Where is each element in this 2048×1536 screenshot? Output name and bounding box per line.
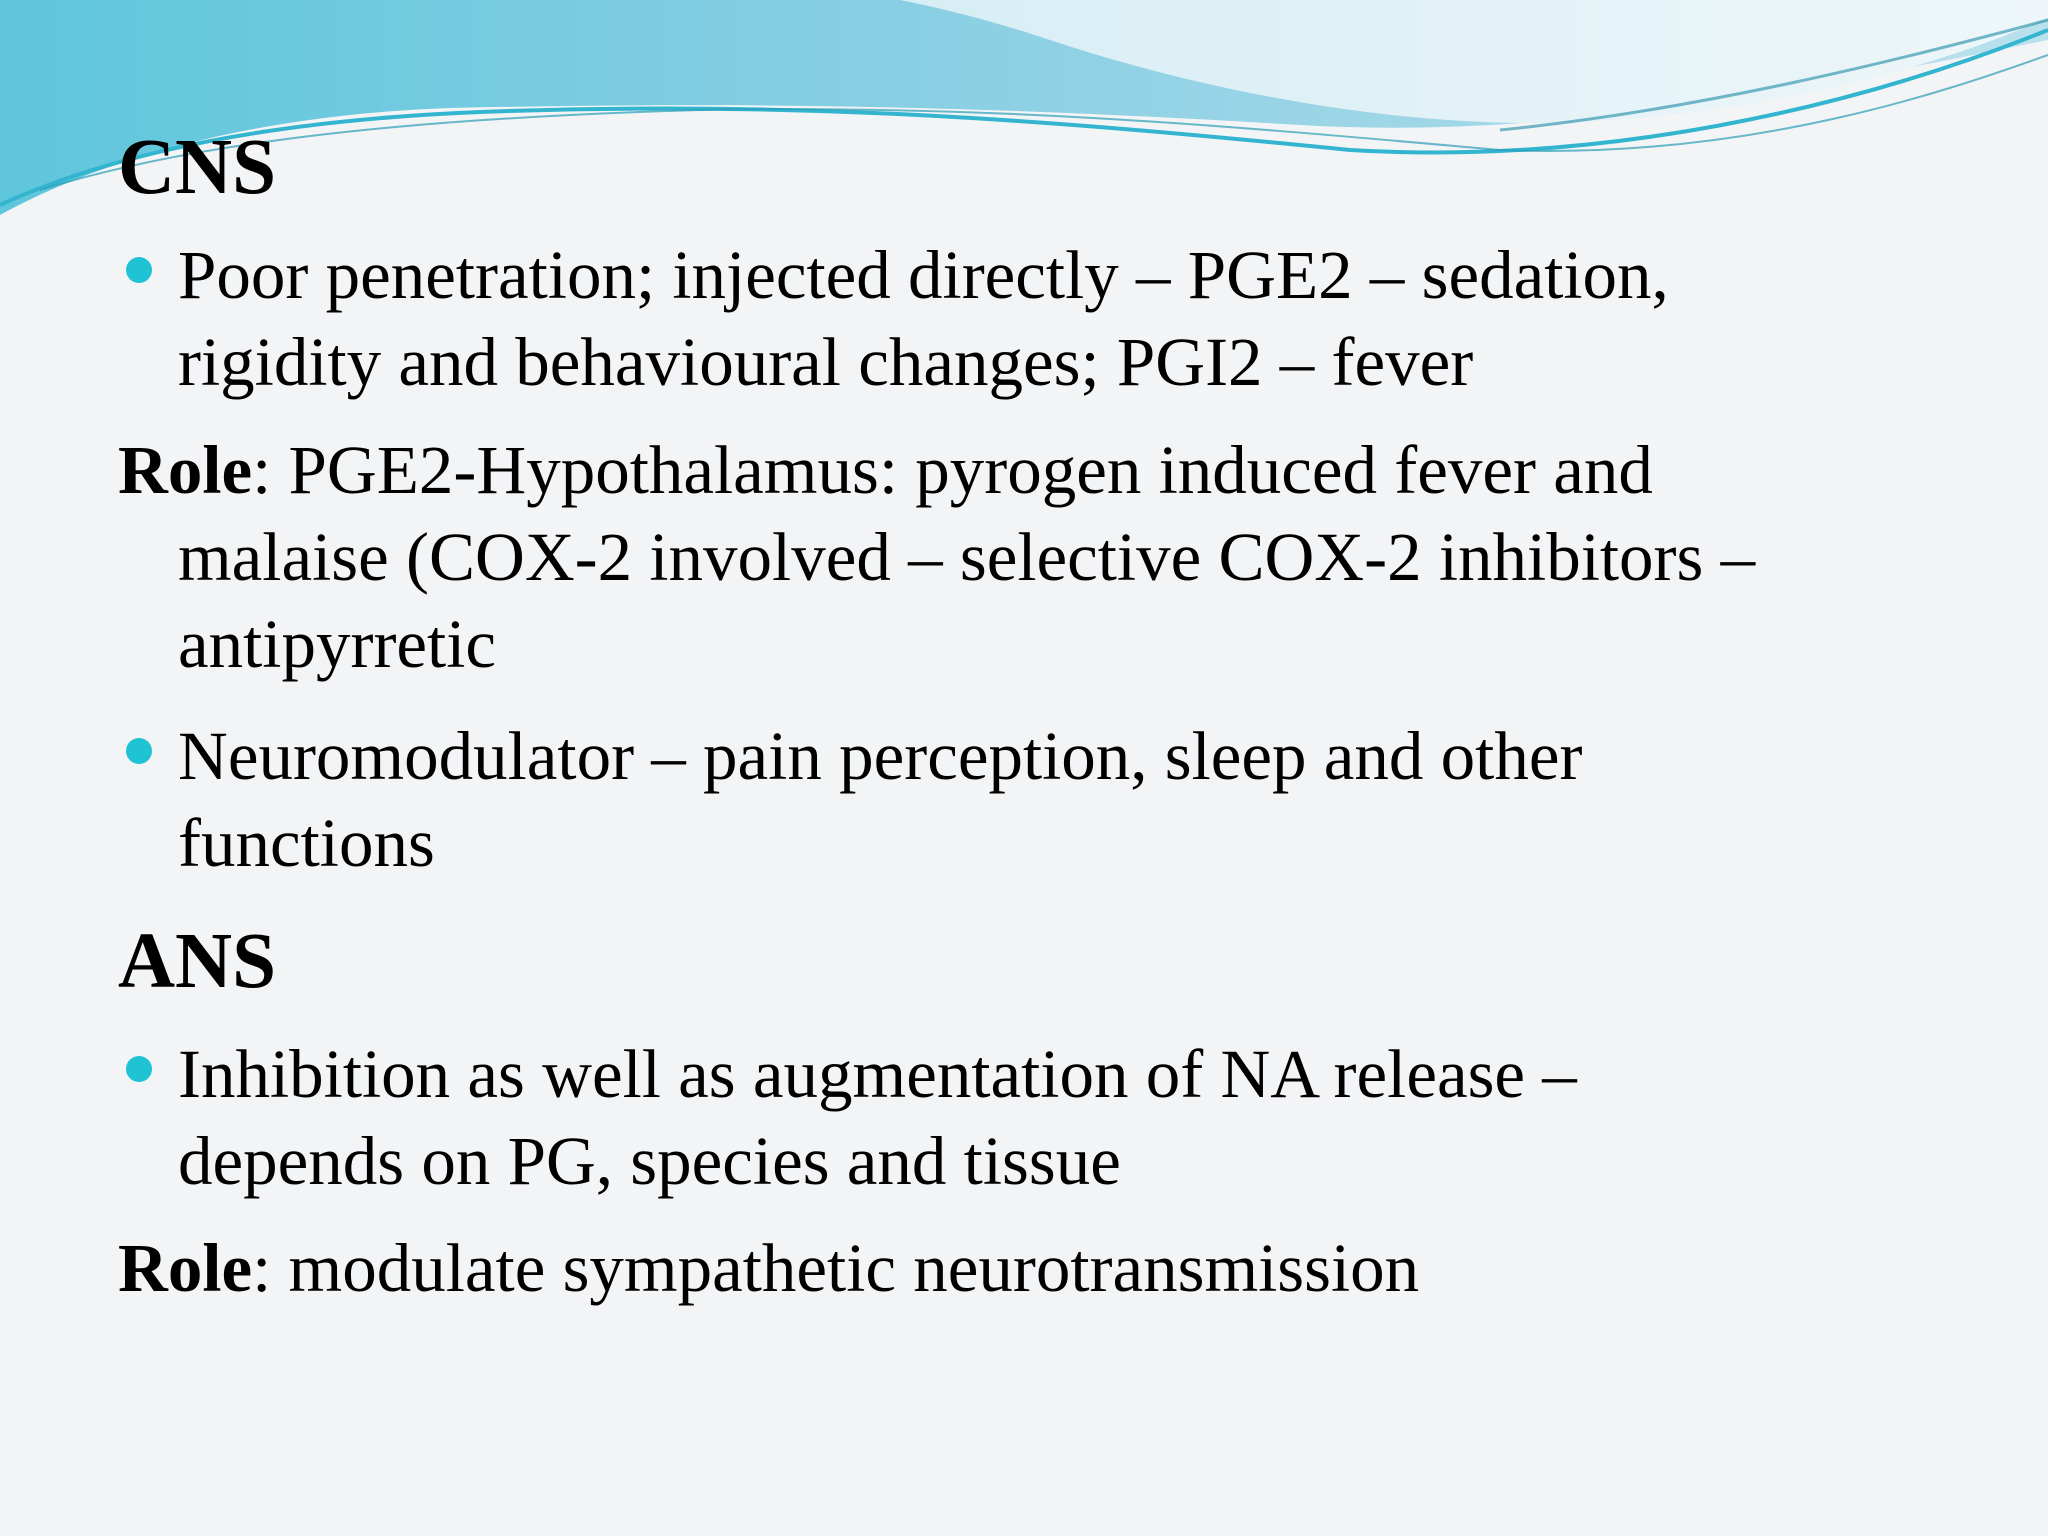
ans-role-text: : modulate sympathetic neurotransmission: [252, 1230, 1420, 1306]
ans-heading: ANS: [118, 918, 277, 1005]
ans-bullet-inhibition-line2: depends on PG, species and tissue: [178, 1123, 1121, 1199]
cns-role-line3: antipyrretic: [178, 606, 497, 682]
cns-role-text: : PGE2-Hypothalamus: pyrogen induced fever and: [252, 432, 1653, 508]
cns-heading: CNS: [118, 124, 277, 211]
cns-bullet-neuromodulator-line2: functions: [178, 805, 435, 881]
cns-role-label: Role: [118, 432, 253, 508]
ans-role-label: Role: [118, 1230, 253, 1306]
cns-bullet-penetration-line2: rigidity and behavioural changes; PGI2 – fever: [178, 324, 1474, 400]
ans-bullet-inhibition-line1: Inhibition as well as augmentation of NA release –: [178, 1036, 1577, 1112]
ans-role: [118, 1225, 1998, 1312]
cns-bullet-neuromodulator: [118, 713, 1998, 887]
cns-bullet-penetration: [118, 232, 1998, 406]
cns-bullet-penetration-line1: Poor penetration; injected directly – PGE2 – sedation,: [178, 237, 1669, 313]
ans-bullet-inhibition: [118, 1031, 1998, 1205]
cns-role: [118, 427, 1998, 688]
ans-role-line1: [118, 1225, 1998, 1312]
cns-role-line1: [118, 427, 1998, 514]
cns-role-line2: malaise (COX-2 involved – selective COX-2 inhibitors –: [178, 519, 1756, 595]
cns-bullet-neuromodulator-line1: Neuromodulator – pain perception, sleep and other: [178, 718, 1583, 794]
